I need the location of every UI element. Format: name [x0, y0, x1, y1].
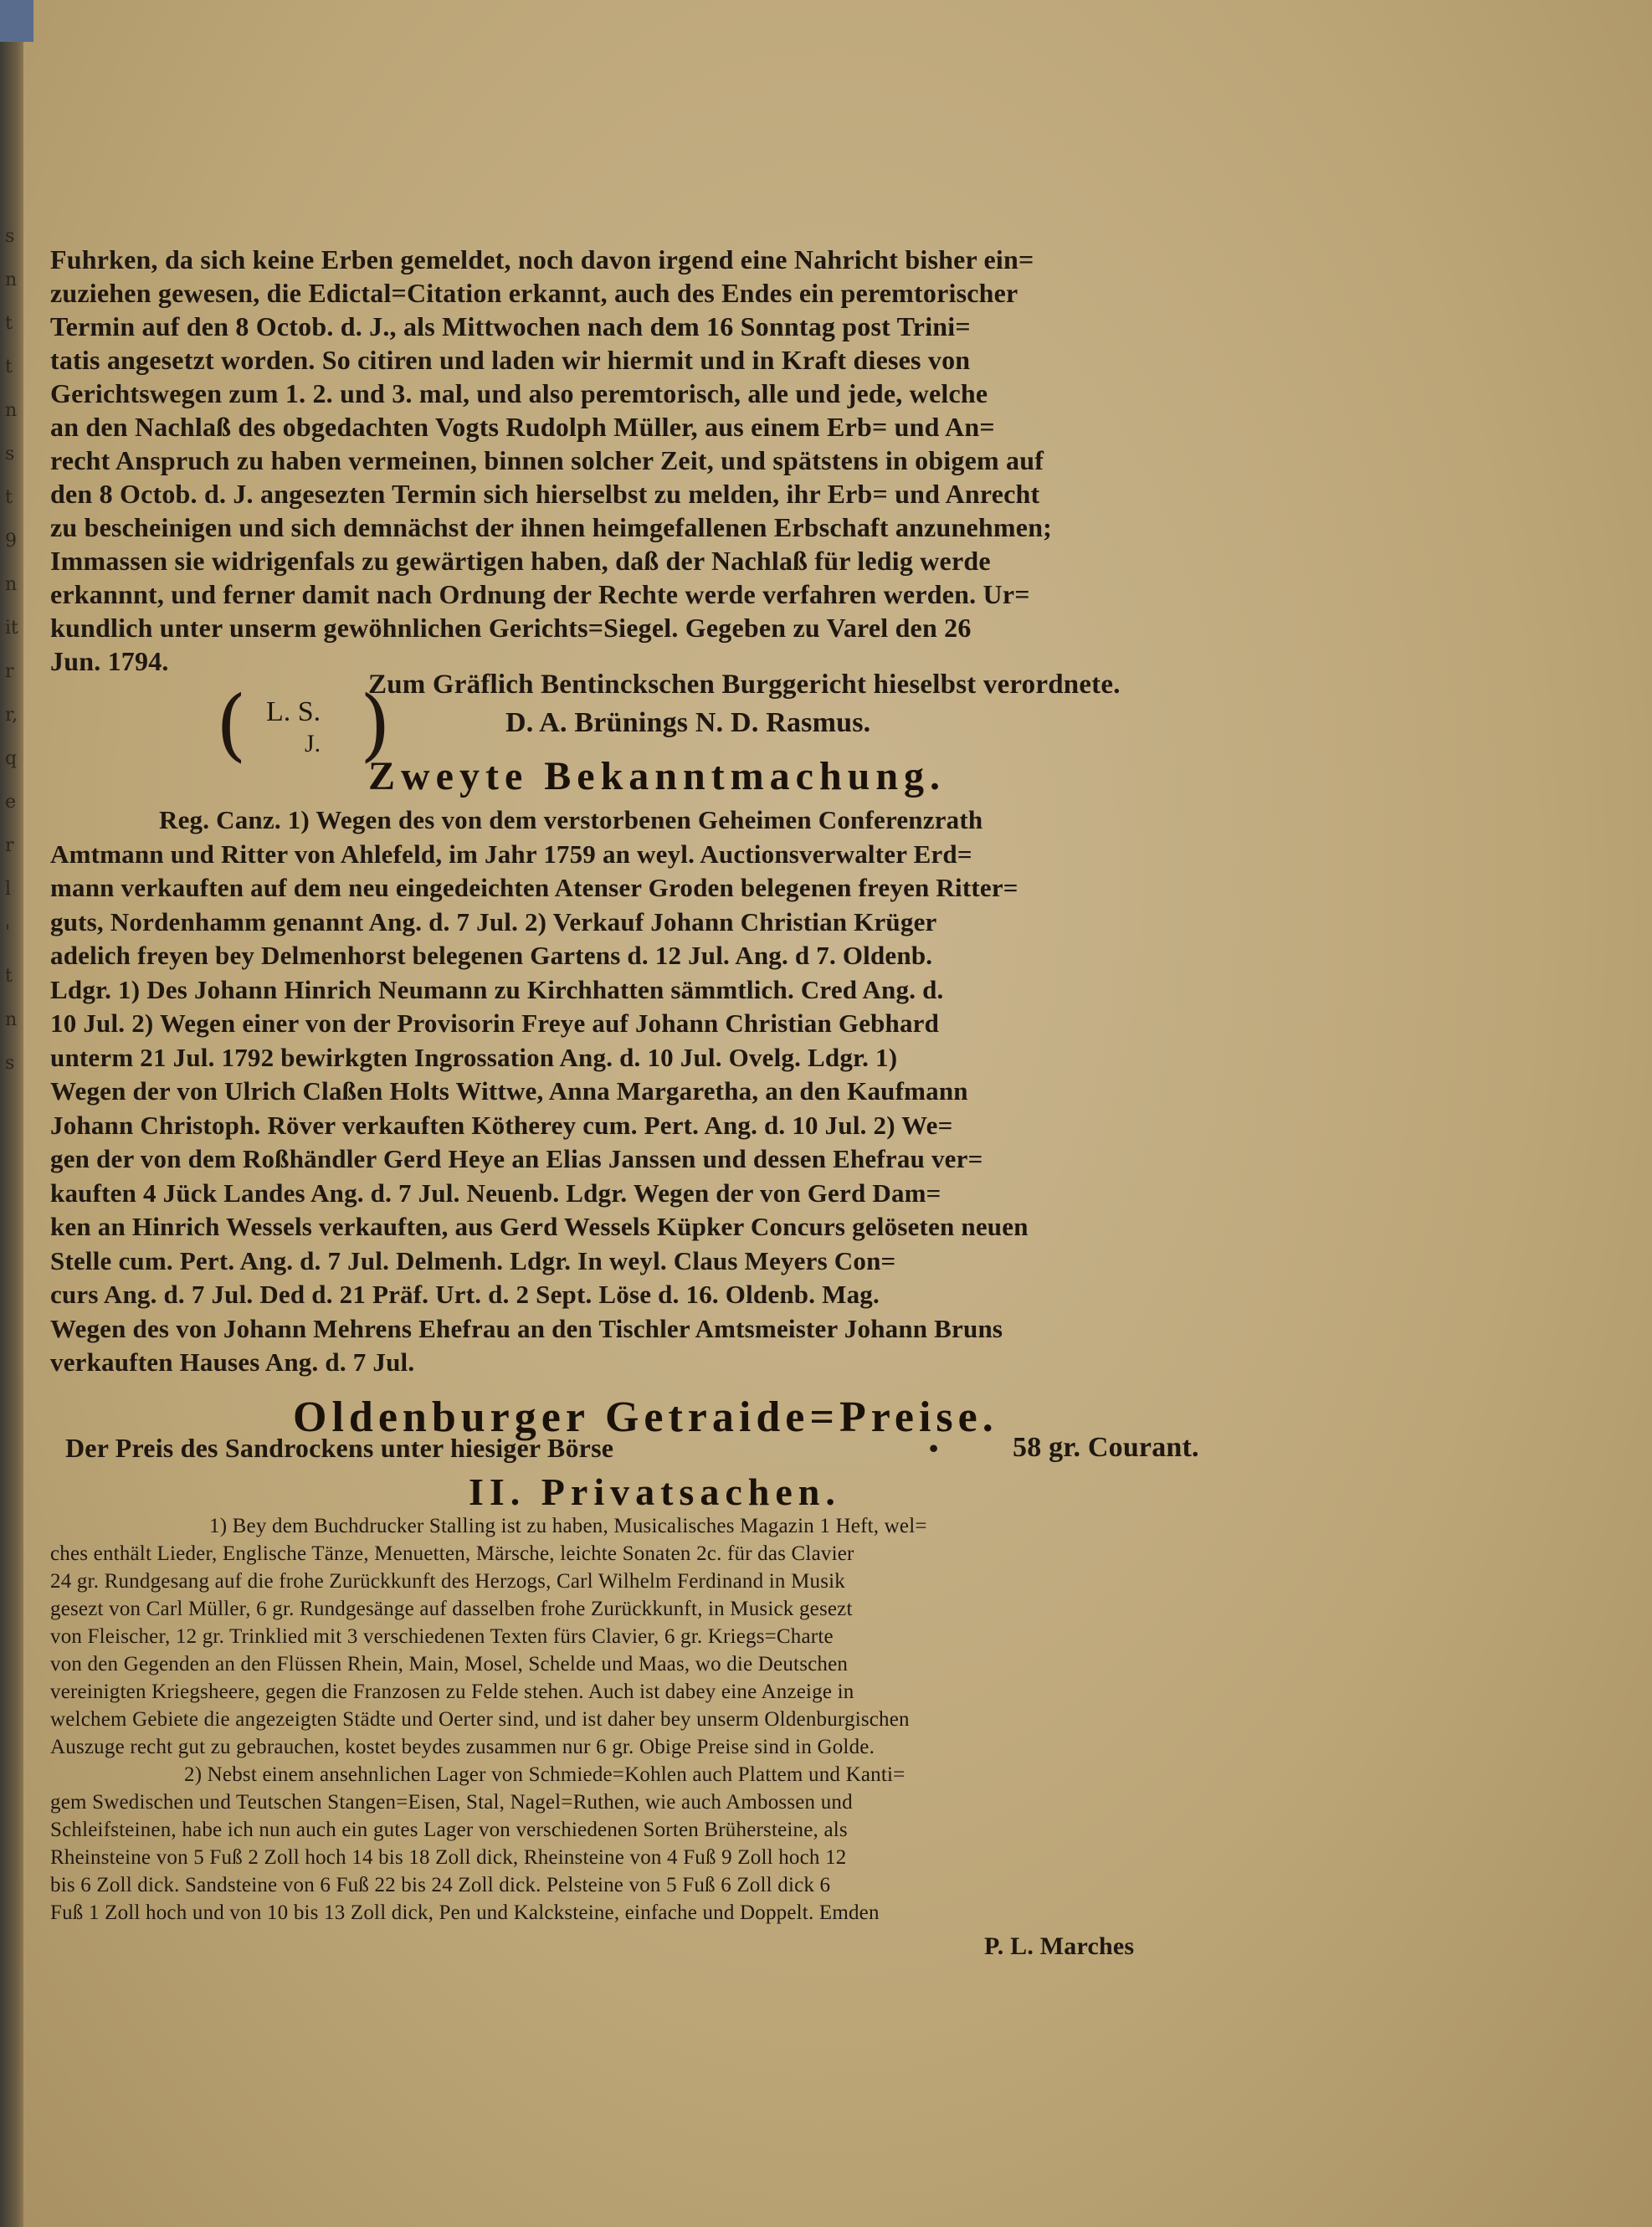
- gutter-char: n: [5, 1009, 18, 1030]
- seal-j: J.: [305, 730, 321, 757]
- gutter-char: r: [5, 661, 14, 682]
- sec1-line: Immassen sie widrigenfals zu gewärtigen haben, daß der Nachlaß für ledig werde: [50, 546, 991, 576]
- court-line: Zum Gräflich Bentinckschen Burggericht hieselbst verordnete.: [368, 670, 1121, 700]
- sec3-line: Rheinsteine von 5 Fuß 2 Zoll hoch 14 bis 18 Zoll dick, Rheinsteine von 4 Fuß 9 Zoll hoch 12: [50, 1846, 847, 1869]
- sec1-line: Termin auf den 8 Octob. d. J., als Mittwochen nach dem 16 Sonntag post Trini=: [50, 311, 971, 341]
- sec1-line: Fuhrken, da sich keine Erben gemeldet, noch davon irgend eine Nahricht bisher ein=: [50, 244, 1034, 275]
- sec3-line: 1) Bey dem Buchdrucker Stalling ist zu haben, Musicalisches Magazin 1 Heft, wel=: [209, 1515, 927, 1537]
- sec1-line: kundlich unter unserm gewöhnlichen Gerichts=Siegel. Gegeben zu Varel den 26: [50, 613, 972, 643]
- gutter-char: s: [5, 1053, 15, 1074]
- sec2-line: adelich freyen bey Delmenhorst belegenen Gartens d. 12 Jul. Ang. d 7. Oldenb.: [50, 941, 933, 970]
- gutter-char: s: [5, 226, 15, 247]
- gutter-char: t: [5, 357, 13, 377]
- heading-zweyte-bekanntmachung: Zweyte Bekanntmachung.: [368, 754, 947, 798]
- heading-getraide-preise: Oldenburger Getraide=Preise.: [293, 1393, 998, 1441]
- gutter-char: n: [5, 574, 18, 595]
- gutter-char: 9: [5, 531, 17, 552]
- sec3-line: gem Swedischen und Teutschen Stangen=Eisen, Stal, Nagel=Ruthen, wie auch Ambossen und: [50, 1791, 853, 1814]
- gutter-char: r: [5, 835, 14, 856]
- sec2-line: Amtmann und Ritter von Ahlefeld, im Jahr 1759 an weyl. Auctionsverwalter Erd=: [50, 839, 972, 869]
- sec2-line: guts, Nordenhamm genannt Ang. d. 7 Jul. 2) Verkauf Johann Christian Krüger: [50, 906, 937, 936]
- price-value: 58 gr. Courant.: [1013, 1432, 1199, 1463]
- sec3-line: 2) Nebst einem ansehnlichen Lager von Schmiede=Kohlen auch Plattem und Kanti=: [184, 1763, 906, 1786]
- sec3-line: vereinigten Kriegsheere, gegen die Franzosen zu Felde stehen. Auch ist dabey eine Anzeige in: [50, 1681, 854, 1703]
- seal-bracket-left: (: [216, 680, 247, 771]
- sec2-line: Ldgr. 1) Des Johann Hinrich Neumann zu Kirchhatten sämmtlich. Cred Ang. d.: [50, 974, 944, 1004]
- sec3-line: von den Gegenden an den Flüssen Rhein, Main, Mosel, Schelde und Maas, wo die Deutschen: [50, 1653, 849, 1675]
- sec2-line: Wegen der von Ulrich Claßen Holts Wittwe, Anna Margaretha, an den Kaufmann: [50, 1076, 968, 1106]
- seal-bracket-right: ): [360, 680, 391, 771]
- gutter-char: t: [5, 487, 13, 508]
- sec3-line: Auszuge recht gut zu gebrauchen, kostet beydes zusammen nur 6 gr. Obige Preise sind in Golde.: [50, 1736, 875, 1758]
- sec2-line: mann verkauften auf dem neu eingedeichten Atenser Groden belegenen freyen Ritter=: [50, 873, 1018, 902]
- price-label: Der Preis des Sandrockens unter hiesiger Börse: [65, 1433, 614, 1463]
- sec2-line: 10 Jul. 2) Wegen einer von der Provisorin Freye auf Johann Christian Gebhard: [50, 1008, 940, 1038]
- seal-ls: L. S.: [266, 696, 321, 727]
- sec2-line: Wegen des von Johann Mehrens Ehefrau an den Tischler Amtsmeister Johann Bruns: [50, 1313, 1003, 1343]
- gutter-char: ': [5, 922, 11, 943]
- sec3-line: bis 6 Zoll dick. Sandsteine von 6 Fuß 22 bis 24 Zoll dick. Pelsteine von 5 Fuß 6 Zoll dick 6: [50, 1874, 831, 1896]
- gutter-char: t: [5, 966, 13, 987]
- closing-signature: P. L. Marches: [984, 1932, 1135, 1960]
- sec2-line: kauften 4 Jück Landes Ang. d. 7 Jul. Neuenb. Ldgr. Wegen der von Gerd Dam=: [50, 1178, 941, 1208]
- sec2-line: curs Ang. d. 7 Jul. Ded d. 21 Präf. Urt. d. 2 Sept. Löse d. 16. Oldenb. Mag.: [50, 1280, 880, 1309]
- sec2-line: ken an Hinrich Wessels verkauften, aus Gerd Wessels Küpker Concurs gelöseten neuen: [50, 1212, 1029, 1241]
- sec3-line: welchem Gebiete die angezeigten Städte und Oerter sind, und ist daher bey unserm Oldenburgischen: [50, 1708, 910, 1731]
- gutter-char: l: [5, 879, 12, 900]
- gutter-char: t: [5, 313, 13, 334]
- gutter-char: e: [5, 792, 17, 813]
- sec2-line: Stelle cum. Pert. Ang. d. 7 Jul. Delmenh. Ldgr. In weyl. Claus Meyers Con=: [50, 1245, 896, 1275]
- gutter-char: s: [5, 444, 15, 464]
- sec3-line: 24 gr. Rundgesang auf die frohe Zurückkunft des Herzogs, Carl Wilhelm Ferdinand in Musik: [50, 1570, 845, 1593]
- sec1-line: tatis angesetzt worden. So citiren und laden wir hiermit und in Kraft dieses von: [50, 345, 971, 375]
- bleed-through-gutter: [5, 226, 20, 1105]
- sec3-line: von Fleischer, 12 gr. Trinklied mit 3 verschiedenen Texten fürs Clavier, 6 gr. Kriegs=Charte: [50, 1625, 834, 1648]
- price-dot: •: [929, 1433, 939, 1463]
- sec2-line: Reg. Canz. 1) Wegen des von dem verstorbenen Geheimen Conferenzrath: [159, 805, 983, 834]
- sec3-line: ches enthält Lieder, Englische Tänze, Menuetten, Märsche, leichte Sonaten 2c. für das Clavier: [50, 1542, 854, 1565]
- gutter-char: it: [5, 618, 18, 639]
- sec1-line: den 8 Octob. d. J. angesezten Termin sich hierselbst zu melden, ihr Erb= und Anrecht: [50, 479, 1040, 509]
- sec2-line: unterm 21 Jul. 1792 bewirkgten Ingrossation Ang. d. 10 Jul. Ovelg. Ldgr. 1): [50, 1042, 898, 1072]
- sec1-line: recht Anspruch zu haben vermeinen, binnen solcher Zeit, und spätstens in obigem auf: [50, 445, 1044, 475]
- sec1-line: zuziehen gewesen, die Edictal=Citation erkannt, auch des Endes ein peremtorischer: [50, 278, 1018, 308]
- sec1-line: Gerichtswegen zum 1. 2. und 3. mal, und also peremtorisch, alle und jede, welche: [50, 378, 988, 408]
- sec1-line: Jun. 1794.: [50, 646, 169, 676]
- gutter-char: n: [5, 400, 18, 421]
- sec1-line: erkannnt, und ferner damit nach Ordnung der Rechte werde verfahren werden. Ur=: [50, 579, 1030, 609]
- heading-privatsachen: II. Privatsachen.: [469, 1470, 841, 1513]
- sec2-line: Johann Christoph. Röver verkauften Kötherey cum. Pert. Ang. d. 10 Jul. 2) We=: [50, 1110, 953, 1140]
- gutter-char: n: [5, 269, 18, 290]
- sec1-line: an den Nachlaß des obgedachten Vogts Rudolph Müller, aus einem Erb= und An=: [50, 412, 995, 442]
- sec2-line: gen der von dem Roßhändler Gerd Heye an Elias Janssen und dessen Ehefrau ver=: [50, 1144, 983, 1173]
- scan-background-corner: [0, 0, 33, 42]
- sec3-line: Fuß 1 Zoll hoch und von 10 bis 13 Zoll dick, Pen und Kalcksteine, einfache und Doppelt. Emden: [50, 1901, 880, 1924]
- sec1-line: zu bescheinigen und sich demnächst der ihnen heimgefallenen Erbschaft anzunehmen;: [50, 512, 1053, 542]
- sec3-line: Schleifsteinen, habe ich nun auch ein gutes Lager von verschiedenen Sorten Brühersteine, als: [50, 1819, 848, 1841]
- signatories: D. A. Brünings N. D. Rasmus.: [505, 707, 871, 738]
- gutter-char: q: [5, 748, 18, 769]
- gutter-char: r,: [5, 705, 18, 726]
- sec2-line: verkauften Hauses Ang. d. 7 Jul.: [50, 1347, 415, 1377]
- sec3-line: gesezt von Carl Müller, 6 gr. Rundgesänge auf dasselben frohe Zurückkunft, in Musick gesezt: [50, 1598, 853, 1620]
